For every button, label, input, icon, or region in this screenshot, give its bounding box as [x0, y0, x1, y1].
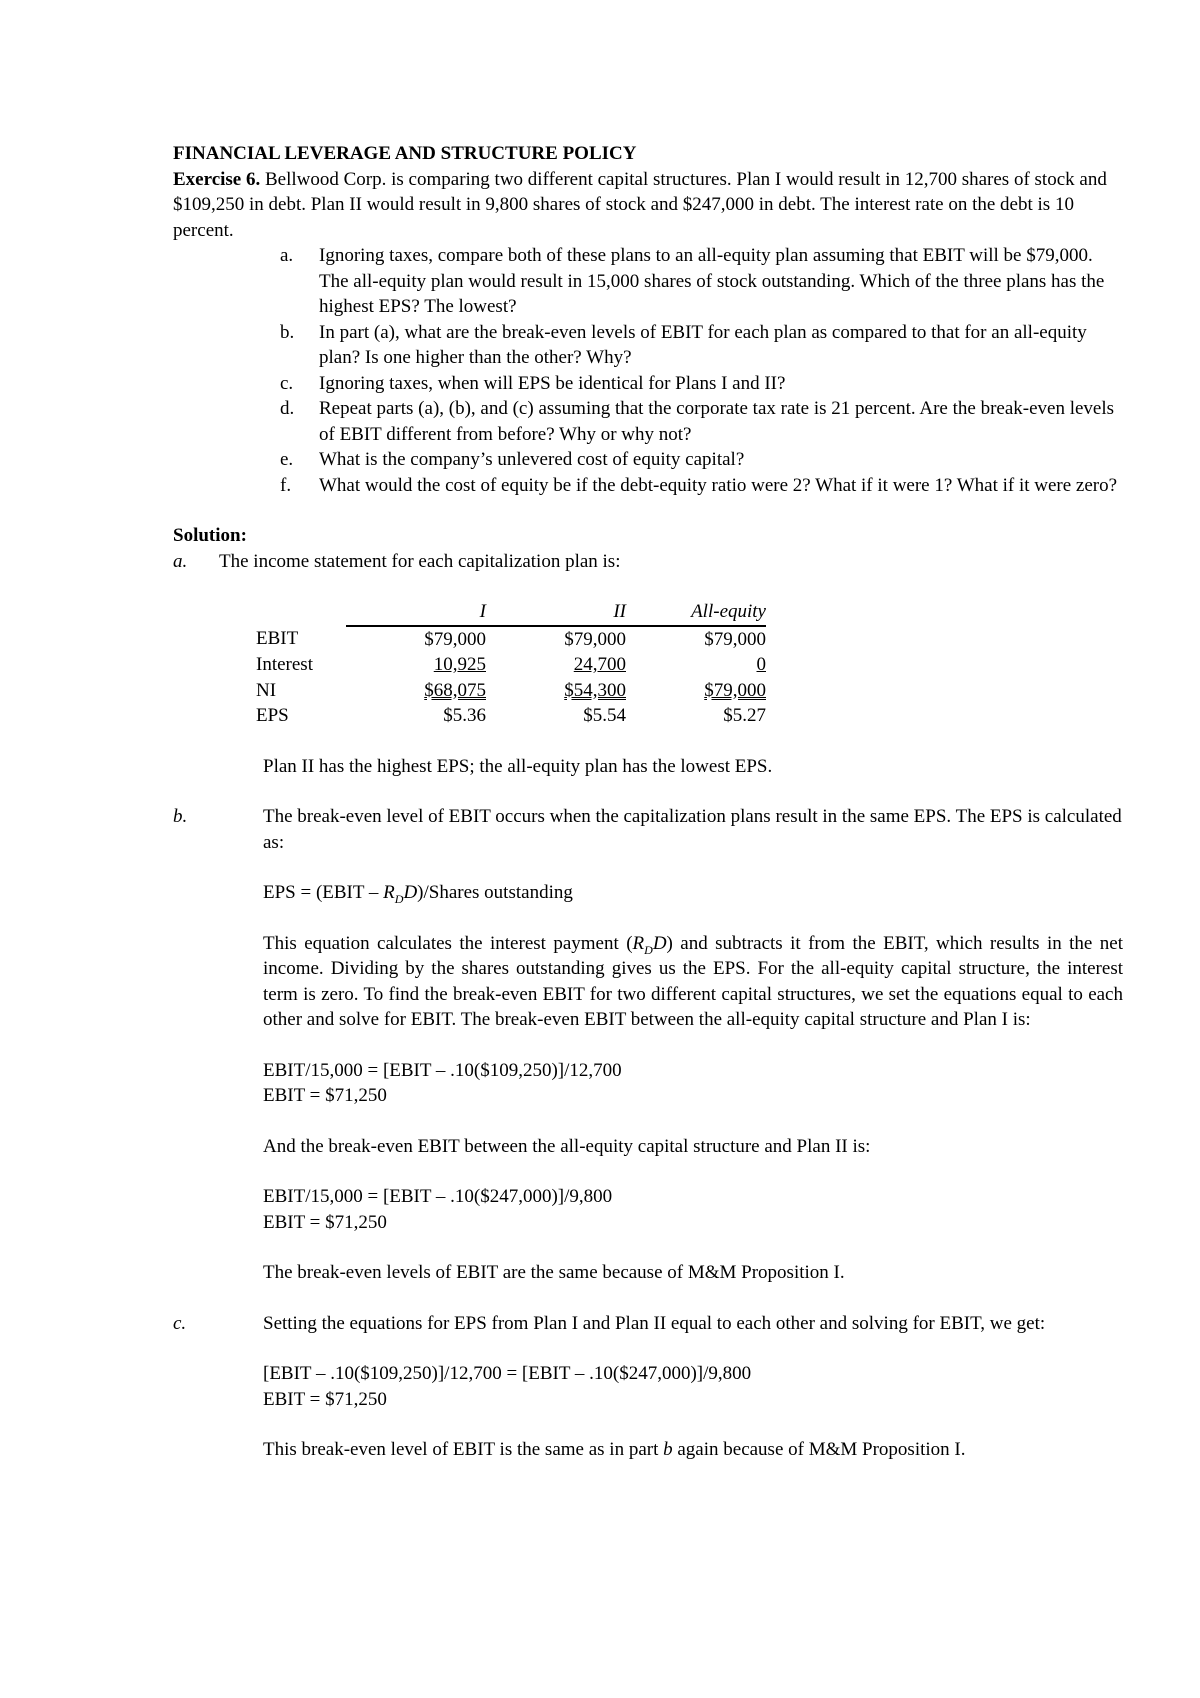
part-label: a. — [173, 550, 188, 572]
table-cell: $68,075 — [424, 679, 486, 701]
part-c-intro: Setting the equations for EPS from Plan I and Plan II equal to each other and solving for EBIT, we get: — [263, 1312, 1046, 1334]
table-cell: $79,000 — [704, 628, 766, 650]
question-item — [173, 396, 1123, 447]
part-label: c. — [173, 1312, 187, 1334]
question-text: What is the company’s unlevered cost of equity capital? — [319, 449, 745, 470]
question-text: What would the cost of equity be if the debt-equity ratio were 2? What if it were 1? What if it were zero? — [319, 474, 1118, 496]
document-page — [173, 141, 1123, 1463]
question-text: Ignoring taxes, when will EPS be identical for Plans I and II? — [319, 372, 786, 394]
question-item — [173, 243, 1123, 320]
table-cell: $5.36 — [443, 705, 486, 726]
table-row — [256, 626, 766, 653]
solution-part-b — [173, 804, 1123, 1286]
question-label: f. — [280, 474, 292, 496]
part-label: b. — [173, 806, 188, 827]
table-cell: 24,700 — [573, 654, 626, 675]
table-row — [256, 652, 766, 678]
table-cell: $54,300 — [564, 679, 626, 701]
solution-title: Solution: — [173, 525, 247, 546]
question-label: d. — [280, 398, 295, 419]
equation-result: EBIT = $71,250 — [263, 1085, 387, 1106]
question-text: Ignoring taxes, compare both of these plans to an all-equity plan assuming that EBIT will be $79,000. The all-equity plan would result in 15,000 shares of stock outstanding. Which of the three plans has the highest EPS? The lowest? — [319, 245, 1105, 317]
table-cell: 10,925 — [433, 654, 486, 675]
column-header: II — [486, 599, 626, 626]
question-label: b. — [280, 321, 295, 343]
question-label: e. — [280, 449, 294, 470]
table-row — [256, 703, 766, 729]
table-cell: $5.27 — [723, 705, 766, 726]
question-item — [173, 473, 1123, 499]
income-statement-table — [256, 599, 766, 729]
part-c-conclusion: This break-even level of EBIT is the same as in part b again because of M&M Proposition I. — [263, 1439, 966, 1460]
question-list — [173, 243, 1123, 498]
question-label: a. — [280, 245, 294, 266]
document-title: FINANCIAL LEVERAGE AND STRUCTURE POLICY — [173, 143, 637, 164]
part-b-intro: The break-even level of EBIT occurs when the capitalization plans result in the same EPS. The EPS is calculated as: — [263, 806, 1122, 853]
equation: EBIT/15,000 = [EBIT – .10($109,250)]/12,700 — [263, 1059, 622, 1081]
question-item — [173, 447, 1123, 473]
row-label: EPS — [256, 705, 289, 726]
column-header: I — [346, 599, 486, 626]
equation-result: EBIT = $71,250 — [263, 1211, 387, 1233]
part-a-conclusion: Plan II has the highest EPS; the all-equity plan has the lowest EPS. — [263, 755, 773, 777]
question-label: c. — [280, 372, 294, 394]
row-label: NI — [256, 679, 277, 701]
table-cell: $79,000 — [424, 628, 486, 650]
part-b-transition: And the break-even EBIT between the all-equity capital structure and Plan II is: — [263, 1135, 871, 1157]
row-label: EBIT — [256, 628, 299, 649]
equation-result: EBIT = $71,250 — [263, 1388, 387, 1410]
solution-part-c — [173, 1311, 1123, 1463]
exercise-intro — [173, 167, 1123, 244]
table-header-row — [256, 599, 766, 626]
exercise-intro-text: Bellwood Corp. is comparing two different capital structures. Plan I would result in 12,700 shares of stock and $109,250 in debt. Plan II would result in 9,800 shares of stock and $247,000 in debt. The interest rate on the debt is 10 percent. — [173, 168, 1107, 241]
exercise-label: Exercise 6. — [173, 168, 261, 190]
table-cell: $79,000 — [704, 679, 766, 701]
table-cell: $5.54 — [583, 705, 626, 726]
part-b-conclusion: The break-even levels of EBIT are the same because of M&M Proposition I. — [263, 1262, 845, 1283]
table-cell: $79,000 — [564, 628, 626, 650]
part-b-explanation: This equation calculates the interest payment $(R_DD)$ and subtracts it from the EBIT, which results in the net income. Dividing by the shares outstanding gives us the EPS. For the all-equity capital structure, the interest term is zero. To find the break-even EBIT for two different capital structures, we set the equations equal to each other and solve for EBIT. The break-even EBIT between the all-equity capital structure and Plan I is: — [263, 932, 1123, 1030]
table-cell: 0 — [756, 654, 766, 675]
question-text: Repeat parts (a), (b), and (c) assuming that the corporate tax rate is 21 percent. Are the break-even levels of EBIT different from before? Why or why not? — [319, 398, 1115, 445]
equation: [EBIT – .10($109,250)]/12,700 = [EBIT – .10($247,000)]/9,800 — [263, 1363, 752, 1384]
eps-formula: EPS = (EBIT – $R_DD$)/Shares outstanding — [263, 882, 573, 906]
equation: EBIT/15,000 = [EBIT – .10($247,000)]/9,800 — [263, 1186, 613, 1207]
solution-part-a — [173, 549, 1123, 575]
question-item — [173, 320, 1123, 371]
question-text: In part (a), what are the break-even levels of EBIT for each plan as compared to that for an all-equity plan? Is one higher than the other? Why? — [319, 321, 1087, 368]
part-a-intro: The income statement for each capitalization plan is: — [219, 550, 621, 572]
question-item — [173, 371, 1123, 397]
row-label: Interest — [256, 654, 313, 675]
table-row — [256, 678, 766, 704]
column-header: All-equity — [626, 599, 766, 626]
